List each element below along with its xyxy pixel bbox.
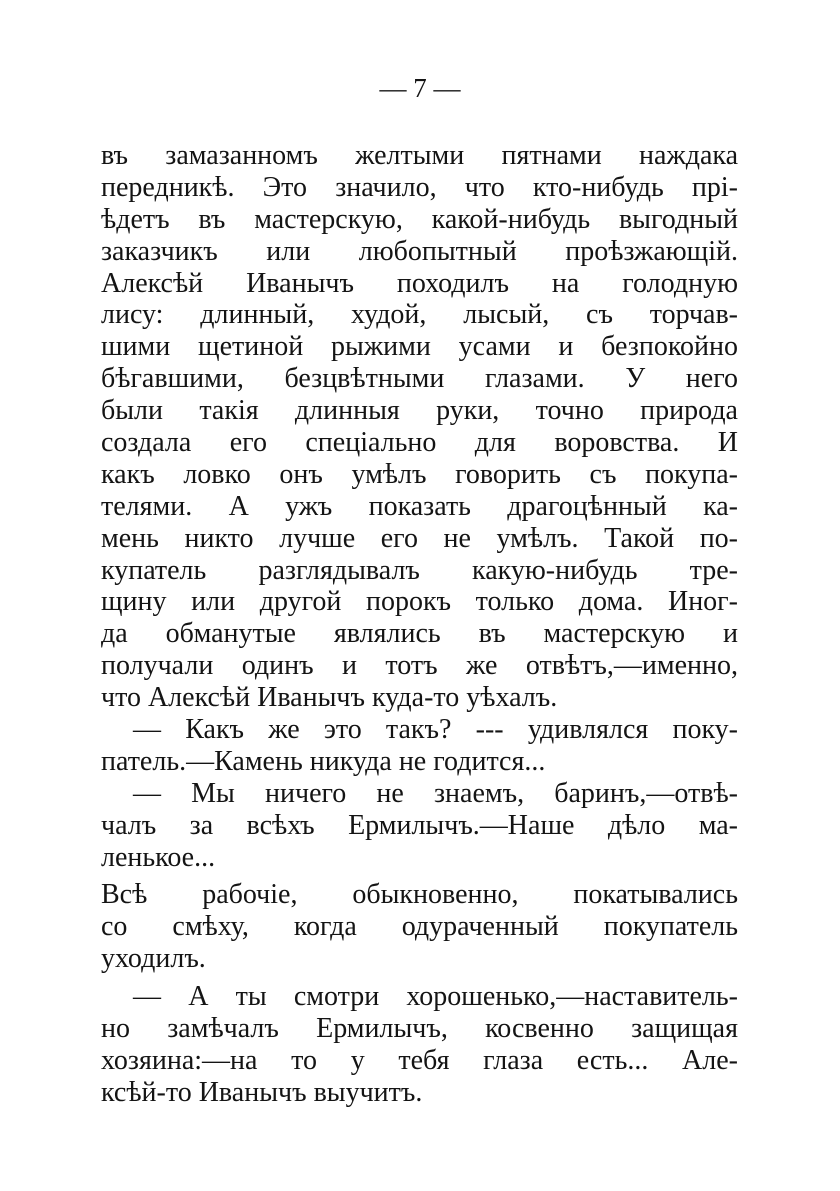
text-line: получали одинъ и тотъ же отвѣтъ,—именно, — [101, 650, 738, 682]
text-line: ѣдетъ въ мастерскую, какой-нибудь выгодный — [101, 203, 738, 235]
text-line: со смѣху, когда одураченный покупатель — [101, 911, 738, 943]
text-body — [101, 140, 738, 1109]
text-line: какъ ловко онъ умѣлъ говорить съ покупа- — [101, 458, 738, 490]
text-line: но замѣчалъ Ермилычъ, косвенно защищая — [101, 1013, 738, 1045]
text-line: мень никто лучше его не умѣлъ. Такой по- — [101, 522, 738, 554]
text-line: лису: длинный, худой, лысый, съ торчав- — [101, 299, 738, 331]
page-number: — 7 — — [379, 73, 461, 103]
text-line: чалъ за всѣхъ Ермилычъ.—Наше дѣло ма- — [101, 809, 738, 841]
text-line: шими щетиной рыжими усами и безпокойно — [101, 331, 738, 363]
text-line: уходилъ. — [101, 943, 206, 975]
text-line: щину или другой порокъ только дома. Иног- — [101, 586, 738, 618]
text-line: въ замазанномъ желтыми пятнами наждака — [101, 140, 738, 171]
text-line: да обманутые являлись въ мастерскую и — [101, 618, 738, 650]
text-line: бѣгавшими, безцвѣтными глазами. У него — [101, 363, 738, 395]
text-line: ксѣй-то Иванычъ выучитъ. — [101, 1076, 423, 1108]
text-line: что Алексѣй Иванычъ куда-то уѣхалъ. — [101, 682, 558, 714]
text-line: передникѣ. Это значило, что кто-нибудь прі- — [101, 171, 738, 203]
text-line: патель.—Камень никуда не годится... — [101, 745, 546, 777]
text-line: Алексѣй Иванычъ походилъ на голодную — [101, 267, 738, 299]
text-line: заказчикъ или любопытный проѣзжающій. — [101, 235, 738, 267]
dialogue-line: — Какъ же это такъ? --- удивлялся поку- — [133, 714, 738, 746]
dialogue-line: — Мы ничего не знаемъ, баринъ,—отвѣ- — [133, 777, 738, 809]
text-line: создала его спеціально для воровства. И — [101, 427, 738, 459]
dialogue-line: — А ты смотри хорошенько,—наставитель- — [133, 981, 738, 1013]
text-line: были такія длинныя руки, точно природа — [101, 395, 738, 427]
text-line: хозяина:—на то у тебя глаза есть... Але- — [101, 1044, 738, 1076]
text-line: ленькое... — [101, 841, 216, 873]
text-line: купатель разглядывалъ какую-нибудь тре- — [101, 554, 738, 586]
text-line: телями. А ужъ показать драгоцѣнный ка- — [101, 490, 738, 522]
text-line: Всѣ рабочіе, обыкновенно, покатывались — [101, 879, 738, 911]
